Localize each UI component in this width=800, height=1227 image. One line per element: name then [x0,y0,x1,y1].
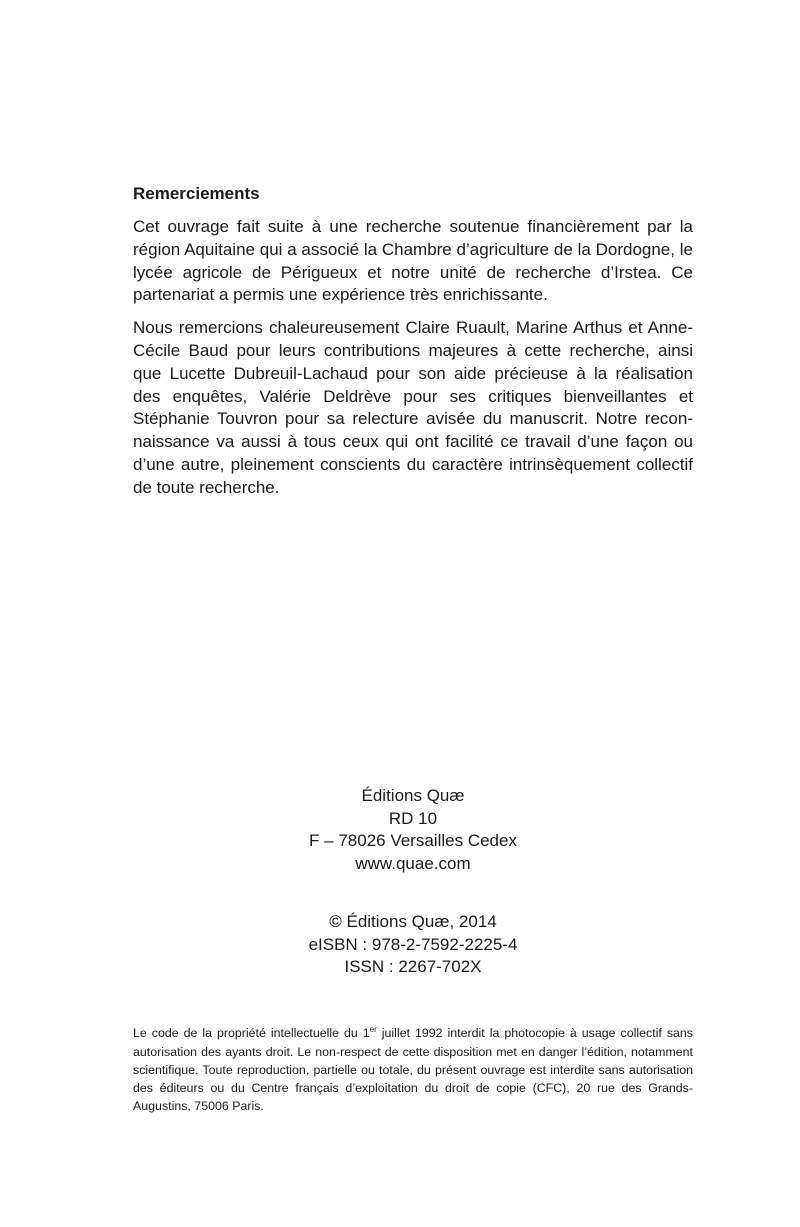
copyright-block [200,911,626,979]
publisher-address [200,785,626,875]
acknowledgements-paragraph-2: Nous remercions chaleureusement Claire Ruault, Marine Arthus et Anne-Cécile Baud pour leurs contributions majeures à cette recherche, ainsi que Lucette Dubreuil-Lachaud pour son aide précieuse à la réalisation des enquêtes, Valérie Deldrève pour ses critiques bienveillantes et Stéphanie Touvron pour sa relecture avisée du manuscrit. Notre reconnaissance va aussi à tous ceux qui ont facilité ce travail d’une façon ou d’une autre, pleinement conscients du caractère intrinsèquement collectif de toute recherche. [133,318,693,497]
publisher-name: Éditions Quæ [361,786,465,805]
acknowledgements-title: Remerciements [133,184,260,203]
acknowledgements-paragraph-1: Cet ouvrage fait suite à une recherche soutenue financièrement par la région Aquitaine qui a associé la Chambre d’agriculture de la Dordogne, le lycée agricole de Périgueux et notre unité de recherche d’Irstea. Ce partenariat a permis une expérience très enrichissante. [133,217,693,305]
issn-number: ISSN : 2267-702X [344,957,482,976]
eisbn-number: eISBN : 978-2-7592-2225-4 [308,934,518,954]
legal-notice [133,1024,693,1115]
copyright-notice: © Éditions Quæ, 2014 [329,912,497,931]
legal-notice-start: Le code de la propriété intellectuelle du 1 [133,1026,370,1041]
legal-notice-rest: juillet 1992 interdit la photocopie à usage collectif sans autorisation des ayants droit. Le non-respect de cette disposition met en danger l’édition, notamment scientifique. Toute reproduction, partielle ou totale, du présent ouvrage est interdite sans autorisation des éditeurs ou du Centre français d’exploitation du droit de copie (CFC), 20 rue des Grands-Augustins, 75006 Paris. [133,1026,693,1114]
publisher-website: www.quae.com [355,853,471,873]
acknowledgements-section [133,182,693,510]
publisher-road: RD 10 [388,808,438,828]
publisher-city: F – 78026 Versailles Cedex [309,831,517,850]
legal-notice-superscript: er [369,1025,377,1035]
